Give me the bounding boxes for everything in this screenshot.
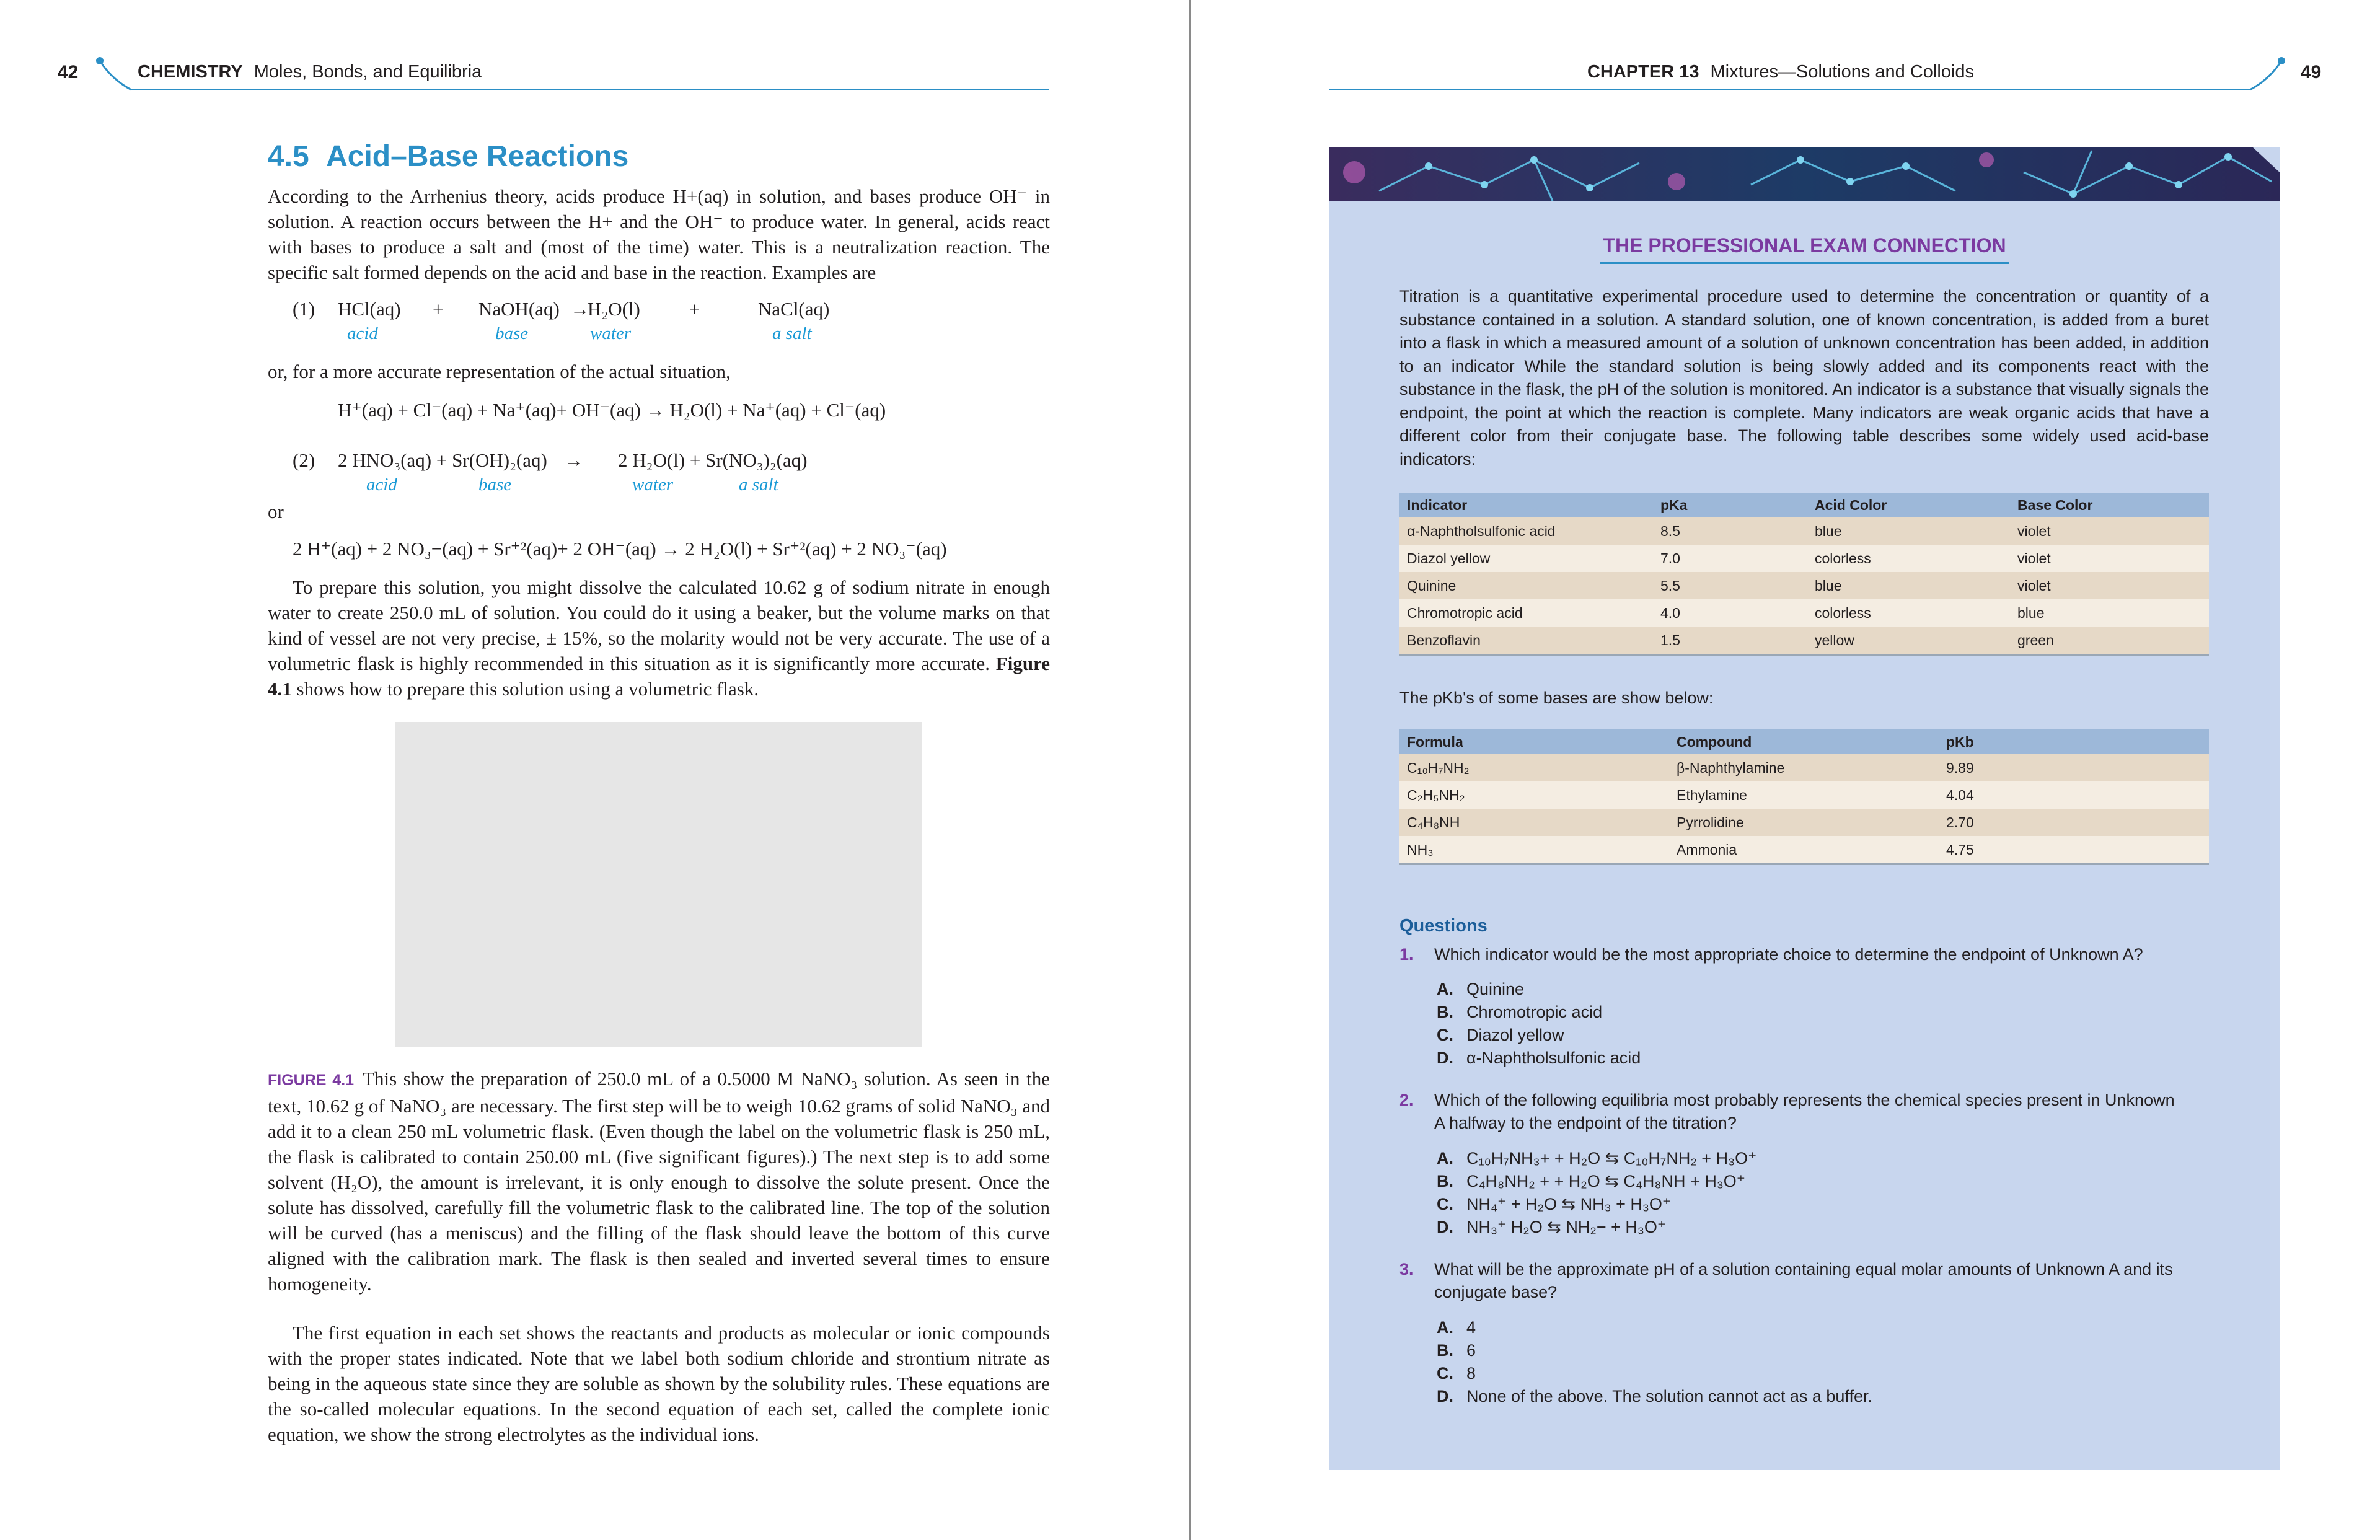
table-cell: 8.5 (1653, 517, 1807, 545)
table-cell: 4.04 (1939, 781, 2209, 809)
table-row (1399, 599, 2209, 627)
answer-option[interactable]: C. 8 (1437, 1364, 1476, 1383)
question-2-options (1437, 1147, 1756, 1239)
running-head-swoosh (93, 55, 136, 92)
table-cell: C₂H₅NH₂ (1399, 781, 1669, 809)
panel-intro: Titration is a quantitative experimental procedure used to determine the concentration or quantity of a substance contained in a solution. A standard solution, one of known concentration, is added from a buret into a flask in which a measured amount of a solution of unknown concentration has been added, in addition to an indicator While the standard solution is being slowly added and its components react with the substance in the flask, the pH of the solution is monitored. An indicator is a substance that visually signals the endpoint, the point at which the reaction is complete. Many indicators are weak organic acids that have a different color from their conjugate base. The following table describes some widely used acid-base indicators: (1399, 287, 2209, 469)
table-cell: violet (2010, 572, 2209, 599)
final-paragraph-text: The first equation in each set shows the reactants and products as molecular or ionic compounds with the proper states indicated. Note that we label both sodium chloride and strontium nitrate as being in the aqueous state since they are soluble as shown by the solubility rules. These equations are the so-called molecular equations. In the second equation of each set, called the complete ionic equation, we show the strong electrolytes as the individual ions. (268, 1322, 1050, 1445)
table-row (1399, 754, 2209, 781)
table-cell: β-Naphthylamine (1669, 754, 1939, 781)
table-cell: green (2010, 627, 2209, 655)
eq1-water-label: water (590, 323, 632, 343)
ionic-equation-2: 2 H⁺(aq) + 2 NO₃−(aq) + Sr⁺²(aq)+ 2 OH⁻(aq) → 2 H₂O(l) + Sr⁺²(aq) + 2 NO₃⁻(aq) (293, 538, 947, 560)
eq2-water-label: water (632, 475, 674, 495)
table-cell: Ammonia (1669, 836, 1939, 865)
eq2-salt-label: a salt (739, 475, 778, 495)
pkb-col-header: pKb (1939, 729, 2209, 754)
answer-option[interactable]: D. NH₃⁺ H₂O ⇆ NH₂− + H₃O⁺ (1437, 1218, 1667, 1236)
table-cell: blue (2010, 599, 2209, 627)
eq1-arrow: → (570, 298, 589, 320)
prep-paragraph (268, 574, 1050, 702)
table-cell: α-Naphtholsulfonic acid (1399, 517, 1653, 545)
table-cell: violet (2010, 545, 2209, 572)
molecular-network-banner (1329, 147, 2280, 201)
left-running-head (138, 62, 482, 82)
figure-caption-text: This show the preparation of 250.0 mL of a 0.5000 M NaNO₃ solution. As seen in the text, 10.62 g of NaNO₃ are necessary. The first step will be to weigh 10.62 grams of solid NaNO₃ and add it to a clean 250 mL volumetric flask. (Even though the label on the volumetric flask is 250 mL, the flask is calibrated to contain 250.00 mL (five significant figures).) The next step is to add some solvent (H₂O), the amount is irrelevant, it is only enough to dissolve the solute present. Once the solute has dissolved, carefully fill the volumetric flask to the calibrated line. The top of the solution will be curved (has a meniscus) and the filling of the flask should leave the bottom of this curve aligned with the calibration mark. The flask is then sealed and inverted several times to ensure homogeneity. (268, 1068, 1050, 1295)
eq2-acid-label: acid (366, 475, 397, 495)
table-cell: colorless (1807, 545, 2010, 572)
eq1-base-label: base (495, 323, 529, 343)
table-cell: violet (2010, 517, 2209, 545)
table-row (1399, 545, 2209, 572)
left-page-number: 42 (58, 62, 79, 82)
table-row (1399, 627, 2209, 655)
table-cell: blue (1807, 572, 2010, 599)
question-1 (1399, 943, 2209, 966)
accurate-intro: or, for a more accurate representation of the actual situation, (268, 361, 731, 382)
figure-caption (268, 1066, 1050, 1296)
running-head-chapter-title: Mixtures—Solutions and Colloids (1710, 62, 1974, 82)
indicator-col-header: Indicator (1399, 493, 1653, 517)
answer-option[interactable]: A. 4 (1437, 1318, 1476, 1337)
base-table (1399, 729, 2209, 865)
question-text: Which of the following equilibria most probably represents the chemical species present in Unknown A halfway to the endpoint of the titration? (1434, 1091, 2175, 1132)
question-2 (1399, 1089, 2209, 1135)
intro-paragraph: According to the Arrhenius theory, acids produce H+(aq) in solution, and bases produce OH⁻ in solution. A reaction occurs between the H+ and the OH⁻ to produce water. In general, acids react with bases to produce a salt and (most of the time) water. This is a neutralization reaction. The specific salt formed depends on the acid and base in the reaction. Examples are (268, 185, 1050, 283)
acid-color-col-header: Acid Color (1807, 493, 2010, 517)
answer-option[interactable]: D. α-Naphtholsulfonic acid (1437, 1049, 1641, 1067)
section-title: Acid–Base Reactions (326, 140, 629, 173)
table-cell: Quinine (1399, 572, 1653, 599)
eq1-plus-2: + (689, 298, 700, 320)
prep-paragraph-text: To prepare this solution, you might dissolve the calculated 10.62 g of sodium nitrate in enough water to create 250.0 mL of solution. You could do it using a beaker, but the volume marks on that kind of vessel are not very precise, ± 15%, so the molarity would not be very accurate. The use of a volumetric flask is highly recommended in this situation as it is significantly more accurate. (268, 576, 1050, 674)
figure-reference-rest: shows how to prepare this solution using a volumetric flask. (296, 678, 759, 700)
answer-option[interactable]: B. Chromotropic acid (1437, 1003, 1603, 1021)
answer-option[interactable]: C. NH₄⁺ + H₂O ⇆ NH₃ + H₃O⁺ (1437, 1195, 1672, 1213)
question-text: What will be the approximate pH of a solution containing equal molar amounts of Unknown A and its conjugate base? (1434, 1260, 2173, 1301)
eq2-reactants: 2 HNO₃(aq) + Sr(OH)₂(aq) (338, 449, 547, 471)
ionic-equation-1: H⁺(aq) + Cl⁻(aq) + Na⁺(aq)+ OH⁻(aq) → H₂O(l) + Na⁺(aq) + Cl⁻(aq) (338, 399, 886, 421)
table-cell: Pyrrolidine (1669, 809, 1939, 836)
question-3-options (1437, 1316, 1872, 1408)
table-cell: blue (1807, 517, 2010, 545)
table-row (1399, 836, 2209, 865)
left-header-rule (130, 89, 1049, 90)
right-page-number: 49 (2301, 62, 2322, 82)
table-cell: yellow (1807, 627, 2010, 655)
eq1-salt: NaCl(aq) (758, 298, 830, 320)
running-head-chapter: CHAPTER 13 (1587, 62, 1699, 82)
question-number: 2. (1399, 1091, 1414, 1109)
answer-option[interactable]: C. Diazol yellow (1437, 1026, 1564, 1044)
figure-reference[interactable]: Figure 4.1 (268, 653, 1051, 700)
panel-title-text: THE PROFESSIONAL EXAM CONNECTION (1600, 234, 2008, 264)
eq2-base-label: base (478, 475, 512, 495)
table-cell: 2.70 (1939, 809, 2209, 836)
table-cell: C₄H₈NH (1399, 809, 1669, 836)
eq1-acid: HCl(aq) (338, 298, 401, 320)
table-cell: 4.0 (1653, 599, 1807, 627)
compound-col-header: Compound (1669, 729, 1939, 754)
table-row (1399, 572, 2209, 599)
section-number: 4.5 (268, 140, 309, 173)
question-number: 3. (1399, 1260, 1414, 1278)
eq1-salt-label: a salt (772, 323, 812, 343)
eq2-products: 2 H₂O(l) + Sr(NO₃)₂(aq) (618, 449, 808, 471)
eq1-number: (1) (293, 298, 315, 320)
question-text: Which indicator would be the most appropriate choice to determine the endpoint of Unknown A? (1434, 945, 2143, 964)
table-cell: Diazol yellow (1399, 545, 1653, 572)
table-cell: C₁₀H₇NH₂ (1399, 754, 1669, 781)
final-paragraph (268, 1320, 1050, 1447)
table-cell: 9.89 (1939, 754, 2209, 781)
table-row (1399, 781, 2209, 809)
eq1-acid-label: acid (347, 323, 378, 343)
figure-label: FIGURE 4.1 (268, 1071, 355, 1089)
answer-option[interactable]: A. C₁₀H₇NH₃+ + H₂O ⇆ C₁₀H₇NH₂ + H₃O⁺ (1437, 1149, 1757, 1168)
eq2-arrow: → (564, 449, 583, 471)
table-cell: 5.5 (1653, 572, 1807, 599)
table-row (1399, 809, 2209, 836)
eq1-base: NaOH(aq) (478, 298, 560, 320)
table-row (1399, 517, 2209, 545)
question-3 (1399, 1258, 2209, 1304)
pkb-intro: The pKb's of some bases are show below: (1399, 689, 1714, 707)
answer-option[interactable]: B. C₄H₈NH₂ + + H₂O ⇆ C₄H₈NH + H₃O⁺ (1437, 1172, 1746, 1190)
running-head-title: Moles, Bonds, and Equilibria (253, 62, 482, 82)
or-text: or (268, 501, 284, 522)
indicator-table (1399, 493, 2209, 656)
question-1-options (1437, 978, 1641, 1070)
table-cell: colorless (1807, 599, 2010, 627)
right-running-head (1587, 62, 1974, 82)
eq2-number: (2) (293, 449, 315, 471)
base-color-col-header: Base Color (2010, 493, 2209, 517)
running-head-book: CHEMISTRY (138, 62, 243, 82)
table-cell: Chromotropic acid (1399, 599, 1653, 627)
eq1-plus: + (433, 298, 444, 320)
answer-option[interactable]: B. 6 (1437, 1341, 1476, 1360)
table-cell: 7.0 (1653, 545, 1807, 572)
figure-4-1-placeholder (395, 722, 922, 1047)
questions-heading: Questions (1399, 916, 1488, 936)
running-head-swoosh-right (2245, 55, 2288, 92)
section-heading (268, 139, 628, 174)
table-cell: 4.75 (1939, 836, 2209, 865)
question-number: 1. (1399, 945, 1414, 964)
table-cell: Benzoflavin (1399, 627, 1653, 655)
formula-col-header: Formula (1399, 729, 1669, 754)
pka-col-header: pKa (1653, 493, 1807, 517)
panel-title (1329, 234, 2280, 264)
right-header-rule (1329, 89, 2250, 90)
answer-option[interactable]: A. Quinine (1437, 980, 1525, 998)
table-cell: 1.5 (1653, 627, 1807, 655)
table-cell: Ethylamine (1669, 781, 1939, 809)
answer-option[interactable]: D. None of the above. The solution cannot act as a buffer. (1437, 1387, 1872, 1406)
eq1-water: H₂O(l) (588, 298, 640, 320)
table-cell: NH₃ (1399, 836, 1669, 865)
page-gutter-divider (1189, 0, 1191, 1540)
